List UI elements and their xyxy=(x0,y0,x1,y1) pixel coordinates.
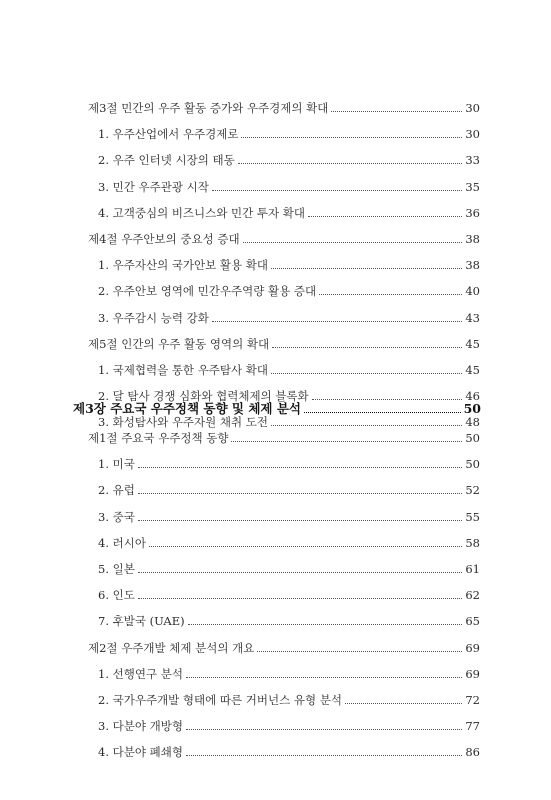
toc-item[interactable] xyxy=(98,506,480,528)
toc-page-number: 61 xyxy=(465,562,480,576)
dot-leader xyxy=(241,136,462,138)
dot-leader xyxy=(231,440,462,442)
toc-entry-title: 3. 중국 xyxy=(98,509,135,524)
toc-page-number: 43 xyxy=(465,310,480,325)
toc-page-number: 72 xyxy=(465,693,480,707)
toc-page-number: 52 xyxy=(465,483,480,498)
toc-item[interactable] xyxy=(98,610,480,632)
dot-leader xyxy=(212,189,463,191)
toc-page-number: 35 xyxy=(465,179,480,194)
toc-entry-title: 제4절 우주안보의 중요성 증대 xyxy=(88,232,240,246)
dot-leader xyxy=(138,597,463,599)
toc-item[interactable] xyxy=(98,123,480,145)
toc-page-number: 58 xyxy=(465,535,480,550)
dot-leader xyxy=(257,650,462,652)
toc-page-number: 33 xyxy=(465,153,480,168)
dot-leader xyxy=(271,372,462,374)
toc-entry-title: 3. 다분야 개방형 xyxy=(98,719,183,734)
toc-section[interactable] xyxy=(88,333,480,355)
toc-page-number: 40 xyxy=(465,284,480,299)
toc-entry-title: 5. 일본 xyxy=(98,562,135,576)
toc-page-number: 38 xyxy=(465,232,480,246)
toc-entry-title: 1. 선행연구 분석 xyxy=(98,666,183,681)
toc-item[interactable] xyxy=(98,453,480,475)
toc-page-number: 46 xyxy=(465,389,480,404)
toc-entry-title: 2. 국가우주개발 형태에 따른 거버넌스 유형 분석 xyxy=(98,693,342,707)
toc-entry-title: 3. 민간 우주관광 시작 xyxy=(98,179,209,194)
toc-page-number: 50 xyxy=(463,401,481,416)
dot-leader xyxy=(186,728,462,730)
dot-leader xyxy=(243,241,463,243)
toc-item[interactable] xyxy=(98,479,480,501)
toc-item[interactable] xyxy=(98,689,480,711)
toc-page-number: 30 xyxy=(465,127,480,142)
toc-item[interactable] xyxy=(98,149,480,171)
toc-entry-title: 2. 유럽 xyxy=(98,483,135,498)
toc-page-number: 65 xyxy=(465,614,480,629)
dot-leader xyxy=(271,267,462,269)
dot-leader xyxy=(272,346,462,348)
dot-leader xyxy=(188,623,463,625)
toc-entry-title: 3. 우주감시 능력 강화 xyxy=(98,310,209,325)
toc-page-number: 69 xyxy=(465,666,480,681)
toc-item[interactable] xyxy=(98,741,480,763)
toc-page-number: 50 xyxy=(465,457,480,472)
toc-page-number: 77 xyxy=(465,719,480,734)
dot-leader xyxy=(345,702,462,704)
toc-page-number: 30 xyxy=(465,101,480,115)
dot-leader xyxy=(304,411,461,413)
dot-leader xyxy=(308,215,462,217)
dot-leader xyxy=(186,754,462,756)
toc-page-number: 62 xyxy=(465,588,480,603)
toc-entry-title: 2. 우주안보 영역에 민간우주역량 활용 증대 xyxy=(98,284,317,299)
toc-chapter[interactable] xyxy=(73,398,481,420)
toc-entry-title: 2. 달 탐사 경쟁 심화와 협력체제의 블록화 xyxy=(98,389,309,404)
toc-page-number: 69 xyxy=(465,640,480,655)
toc-entry-title: 4. 고객중심의 비즈니스와 민간 투자 확대 xyxy=(98,205,305,220)
toc-entry-title: 제5절 인간의 우주 활동 영역의 확대 xyxy=(88,336,270,351)
toc-entry-title: 제2절 우주개발 체제 분석의 개요 xyxy=(88,640,255,655)
dot-leader xyxy=(238,162,463,164)
toc-entry-title: 제3절 민간의 우주 활동 증가와 우주경제의 확대 xyxy=(88,101,329,115)
toc-page-number: 45 xyxy=(465,363,480,377)
toc-page-number: 36 xyxy=(465,205,480,220)
toc-entry-title: 2. 우주 인터넷 시장의 태동 xyxy=(98,153,235,168)
toc-page-number: 55 xyxy=(465,509,480,524)
toc-item[interactable] xyxy=(98,254,480,276)
dot-leader xyxy=(149,545,462,547)
toc-item[interactable] xyxy=(98,532,480,554)
toc-entry-title: 6. 인도 xyxy=(98,588,135,603)
toc-item[interactable] xyxy=(98,663,480,685)
toc-page-number: 50 xyxy=(465,431,480,445)
toc-entry-title: 1. 우주산업에서 우주경제로 xyxy=(98,127,239,142)
toc-entry-title: 3. 화성탐사와 우주자원 채취 도전 xyxy=(98,415,269,430)
toc-item[interactable] xyxy=(98,176,480,198)
toc-entry-title: 1. 우주자산의 국가안보 활용 확대 xyxy=(98,258,269,273)
toc-item[interactable] xyxy=(98,359,480,381)
toc-entry-title: 1. 국제협력을 통한 우주탐사 확대 xyxy=(98,363,269,377)
dot-leader xyxy=(212,320,463,322)
dot-leader xyxy=(138,571,463,573)
toc-page-number: 38 xyxy=(465,258,480,273)
toc-item[interactable] xyxy=(98,715,480,737)
dot-leader xyxy=(138,492,463,494)
toc-entry-title: 제1절 주요국 우주정책 동향 xyxy=(88,431,229,445)
toc-page-number: 45 xyxy=(465,336,480,351)
toc-item[interactable] xyxy=(98,280,480,302)
toc-item[interactable] xyxy=(98,584,480,606)
toc-entry-title: 4. 다분야 폐쇄형 xyxy=(98,745,183,760)
toc-entry-title: 제3장 주요국 우주정책 동향 및 체제 분석 xyxy=(73,401,302,416)
toc-section[interactable] xyxy=(88,427,480,449)
toc-section[interactable] xyxy=(88,97,480,119)
dot-leader xyxy=(331,110,462,112)
toc-item[interactable] xyxy=(98,202,480,224)
toc-item[interactable] xyxy=(98,307,480,329)
dot-leader xyxy=(138,519,463,521)
toc-page-number: 48 xyxy=(465,415,480,430)
dot-leader xyxy=(319,293,462,295)
dot-leader xyxy=(186,676,462,678)
toc-entry-title: 7. 후발국 (UAE) xyxy=(98,614,185,629)
toc-item[interactable] xyxy=(98,558,480,580)
dot-leader xyxy=(138,466,463,468)
toc-section[interactable] xyxy=(88,228,480,250)
toc-section[interactable] xyxy=(88,637,480,659)
toc-page-number: 86 xyxy=(465,745,480,760)
toc-entry-title: 1. 미국 xyxy=(98,457,135,472)
toc-entry-title: 4. 러시아 xyxy=(98,535,146,550)
